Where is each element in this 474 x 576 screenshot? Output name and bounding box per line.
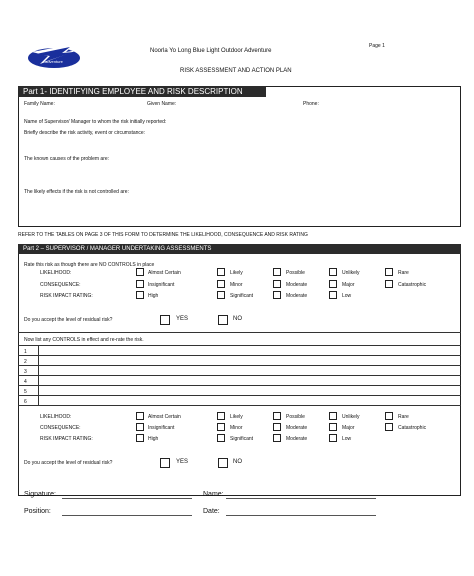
table-row: [18, 385, 461, 386]
consequence-label: CONSEQUENCE:: [40, 282, 81, 288]
option-label: Major: [342, 282, 355, 288]
option-label: Possible: [286, 270, 305, 276]
option-label: Significant: [230, 293, 254, 299]
phone-label: Phone:: [303, 101, 319, 107]
likelihood-almost-certain-checkbox[interactable]: [136, 268, 144, 276]
consequence-minor-checkbox[interactable]: [217, 280, 225, 288]
likelihood-almost-certain-checkbox[interactable]: [136, 412, 144, 420]
risk-low-checkbox[interactable]: [329, 291, 337, 299]
option-label: Insignificant: [148, 282, 175, 288]
option-label: Moderate: [286, 293, 308, 299]
accept-no-checkbox[interactable]: [218, 458, 228, 468]
no-label: NO: [233, 459, 242, 465]
row-number: 6: [24, 399, 27, 405]
accept-yes-checkbox[interactable]: [160, 458, 170, 468]
consequence-insignificant-checkbox[interactable]: [136, 280, 144, 288]
option-label: High: [148, 436, 159, 442]
likelihood-likely-checkbox[interactable]: [217, 268, 225, 276]
rate-note: Rate this risk as though there are NO CONTROLS in place: [24, 262, 155, 268]
row-number: 4: [24, 379, 27, 385]
refer-note: REFER TO THE TABLES ON PAGE 3 OF THIS FORM TO DETERMINE THE LIKELIHOOD, CONSEQUENCE AND RISK RATING: [18, 232, 308, 238]
option-label: Minor: [230, 282, 243, 288]
risk-moderate-checkbox[interactable]: [273, 434, 281, 442]
likelihood-label: LIKELIHOOD:: [40, 414, 72, 420]
date-label: Date:: [203, 508, 220, 515]
causes-label: The known causes of the problem are:: [24, 156, 110, 162]
option-label: Likely: [230, 270, 243, 276]
yes-label: YES: [176, 316, 189, 322]
consequence-major-checkbox[interactable]: [329, 423, 337, 431]
option-label: Moderate: [286, 282, 308, 288]
consequence-minor-checkbox[interactable]: [217, 423, 225, 431]
risk-moderate-checkbox[interactable]: [273, 291, 281, 299]
company-name: Noorla Yo Long Blue Light Outdoor Adventure: [150, 48, 272, 54]
option-label: Major: [342, 425, 355, 431]
table-row: [18, 365, 461, 366]
accept-no-checkbox[interactable]: [218, 315, 228, 325]
option-label: Low: [342, 436, 352, 442]
yes-label: YES: [176, 459, 189, 465]
row-number: 5: [24, 389, 27, 395]
option-label: Moderate: [286, 425, 308, 431]
option-label: Low: [342, 293, 352, 299]
consequence-moderate-checkbox[interactable]: [273, 280, 281, 288]
option-label: Possible: [286, 414, 305, 420]
likelihood-unlikely-checkbox[interactable]: [329, 412, 337, 420]
risk-significant-checkbox[interactable]: [217, 291, 225, 299]
date-field[interactable]: [226, 515, 376, 516]
risk-rating-label: RISK IMPACT RATING:: [40, 436, 93, 442]
likelihood-rare-checkbox[interactable]: [385, 268, 393, 276]
option-label: Rare: [398, 270, 409, 276]
name-field[interactable]: [226, 498, 376, 499]
table-row: [18, 395, 461, 396]
likelihood-possible-checkbox[interactable]: [273, 268, 281, 276]
option-label: Moderate: [286, 436, 308, 442]
consequence-major-checkbox[interactable]: [329, 280, 337, 288]
likelihood-possible-checkbox[interactable]: [273, 412, 281, 420]
accept-question: Do you accept the level of residual risk?: [24, 317, 113, 323]
consequence-insignificant-checkbox[interactable]: [136, 423, 144, 431]
option-label: Significant: [230, 436, 254, 442]
risk-rating-label: RISK IMPACT RATING:: [40, 293, 93, 299]
accept-yes-checkbox[interactable]: [160, 315, 170, 325]
table-row: [18, 405, 461, 406]
risk-high-checkbox[interactable]: [136, 434, 144, 442]
risk-significant-checkbox[interactable]: [217, 434, 225, 442]
row-number: 2: [24, 359, 27, 365]
svg-text:adventure: adventure: [45, 59, 63, 64]
consequence-catastrophic-checkbox[interactable]: [385, 280, 393, 288]
option-label: Likely: [230, 414, 243, 420]
likelihood-unlikely-checkbox[interactable]: [329, 268, 337, 276]
option-label: Unlikely: [342, 270, 360, 276]
company-logo: [26, 38, 82, 72]
effects-label: The likely effects if the risk is not controlled are:: [24, 189, 129, 195]
table-border: [18, 345, 461, 346]
family-name-label: Family Name:: [24, 101, 55, 107]
option-label: Insignificant: [148, 425, 175, 431]
likelihood-label: LIKELIHOOD:: [40, 270, 72, 276]
divider: [18, 332, 461, 333]
no-label: NO: [233, 316, 242, 322]
signature-field[interactable]: [62, 498, 192, 499]
consequence-label: CONSEQUENCE:: [40, 425, 81, 431]
accept-question: Do you accept the level of residual risk?: [24, 460, 113, 466]
position-field[interactable]: [62, 515, 192, 516]
row-number: 1: [24, 349, 27, 355]
page-number: Page 1: [369, 43, 385, 49]
part1-heading: Part 1- IDENTIFYING EMPLOYEE AND RISK DESCRIPTION: [18, 86, 266, 97]
activity-label: Briefly describe the risk activity, event or circumstance:: [24, 130, 146, 136]
consequence-catastrophic-checkbox[interactable]: [385, 423, 393, 431]
table-row: [18, 375, 461, 376]
table-row: [18, 355, 461, 356]
form-title: RISK ASSESSMENT AND ACTION PLAN: [180, 68, 292, 74]
position-label: Position:: [24, 508, 51, 515]
manager-label: Name of Supervisor/ Manager to whom the risk initially reported:: [24, 119, 167, 125]
likelihood-likely-checkbox[interactable]: [217, 412, 225, 420]
row-number: 3: [24, 369, 27, 375]
option-label: Catastrophic: [398, 425, 427, 431]
option-label: Almost Certain: [148, 414, 181, 420]
given-name-label: Given Name:: [147, 101, 177, 107]
controls-note: Now list any CONTROLS in effect and re-rate the risk.: [24, 337, 144, 343]
option-label: Rare: [398, 414, 409, 420]
consequence-moderate-checkbox[interactable]: [273, 423, 281, 431]
name-label: Name:: [203, 491, 224, 498]
option-label: Catastrophic: [398, 282, 427, 288]
signature-label: Signature:: [24, 491, 56, 498]
option-label: Almost Certain: [148, 270, 181, 276]
likelihood-rare-checkbox[interactable]: [385, 412, 393, 420]
option-label: High: [148, 293, 159, 299]
risk-low-checkbox[interactable]: [329, 434, 337, 442]
option-label: Minor: [230, 425, 243, 431]
part2-heading: Part 2 – SUPERVISOR / MANAGER UNDERTAKING ASSESSMENTS: [18, 244, 461, 254]
option-label: Unlikely: [342, 414, 360, 420]
risk-high-checkbox[interactable]: [136, 291, 144, 299]
